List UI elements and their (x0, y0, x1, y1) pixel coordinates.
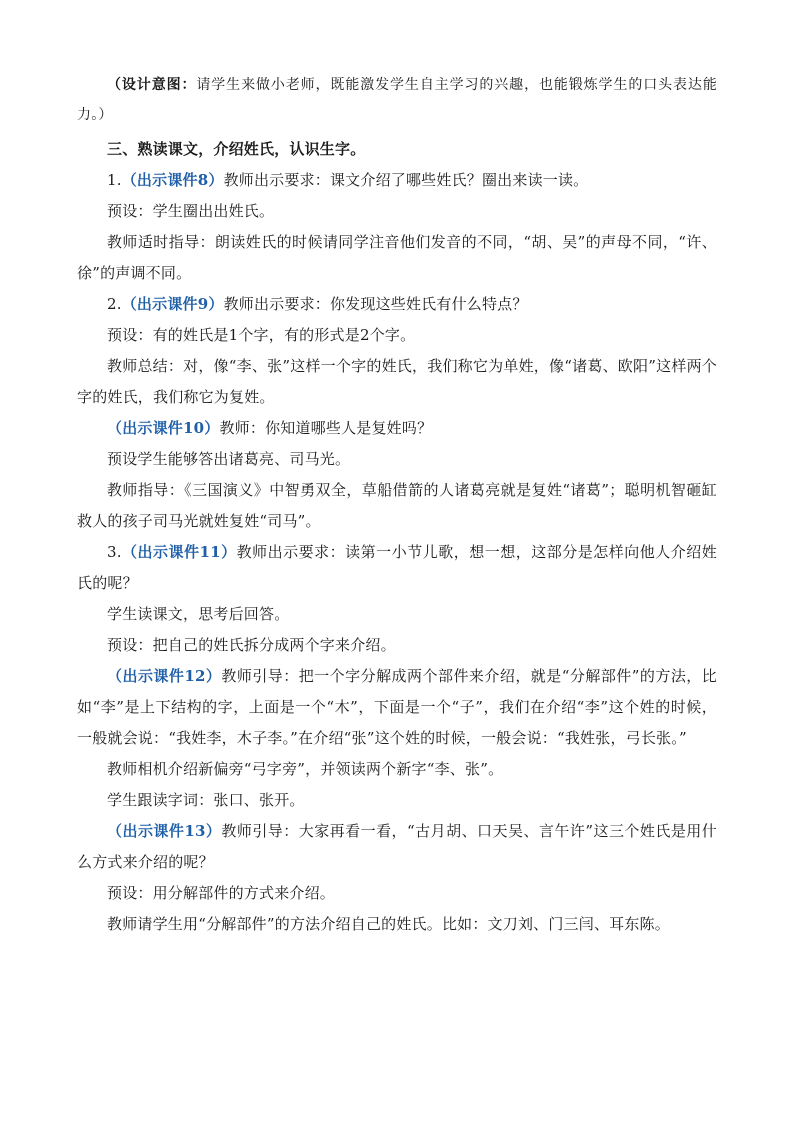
item-number: 2. (107, 295, 122, 313)
paragraph (77, 599, 717, 630)
paragraph-text: 教师出示要求：读第一小节儿歌，想一想，这部分是怎样向他人介绍姓氏的呢？ (77, 543, 717, 592)
paragraph-text: 教师指导：《三国演义》中智勇双全，草船借箭的人诸葛亮就是复姓“诸葛”；聪明机智砸缸救人的孩子司马光就姓复姓“司马”。 (77, 481, 717, 530)
paragraph-text: 预设：学生圈出出姓氏。 (107, 202, 275, 220)
paragraph (77, 444, 717, 475)
document-body (77, 70, 717, 940)
paragraph-text: 教师请学生用“分解部件”的方法介绍自己的姓氏。比如：文刀刘、门三闫、耳东陈。 (107, 915, 670, 933)
paragraph (77, 475, 717, 537)
paragraph (77, 165, 717, 196)
design-intent-text: 请学生来做小老师，既能激发学生自主学习的兴趣，也能锻炼学生的口头表达能力。 (77, 77, 718, 123)
paragraph-text: 教师出示要求：课文介绍了哪些姓氏？圈出来读一读。 (223, 171, 589, 189)
paragraph-text: 教师总结：对，像“李、张”这样一个字的姓氏，我们称它为单姓，像“诸葛、欧阳”这样两个字的姓氏，我们称它为复姓。 (77, 357, 717, 406)
courseware-tag: （出示课件8） (121, 171, 224, 189)
paragraph (77, 661, 717, 754)
paragraph (77, 909, 717, 940)
paragraph-text: 教师引导：把一个字分解成两个部件来介绍，就是“分解部件”的方法，比如“李”是上下结构的字，上面是一个“木”，下面是一个“子”，我们在介绍“李”这个姓的时候，一般就会说：“我姓李，木子李。”在介绍“张”这个姓的时候，一般会说：“我姓张，弓长张。” (77, 667, 717, 747)
paragraph (77, 878, 717, 909)
paragraph-text: 学生跟读字词：张口、张开。 (107, 791, 305, 809)
paragraph-text: 教师：你知道哪些人是复姓吗？ (219, 419, 433, 437)
paragraph (77, 196, 717, 227)
courseware-tag: （出示课件13） (107, 822, 222, 840)
item-number: 3. (107, 543, 122, 561)
paragraph-text: 教师出示要求：你发现这些姓氏有什么特点？ (223, 295, 528, 313)
paragraph (77, 413, 717, 444)
courseware-tag: （出示课件12） (107, 667, 222, 685)
paragraph (77, 537, 717, 599)
paragraph-text: 教师适时指导：朗读姓氏的时候请同学注音他们发音的不同，“胡、吴”的声母不同，“许、徐”的声调不同。 (77, 233, 717, 282)
paragraph (77, 289, 717, 320)
paragraph-text: 教师相机介绍新偏旁“弓字旁”，并领读两个新字“李、张”。 (107, 760, 504, 778)
paragraph (77, 630, 717, 661)
design-intent-note (77, 70, 717, 130)
paragraph (77, 320, 717, 351)
item-number: 1. (107, 171, 122, 189)
section-title: 三、熟读课文，介绍姓氏，认识生字。 (107, 140, 366, 158)
paragraph-text: 预设：把自己的姓氏拆分成两个字来介绍。 (107, 636, 396, 654)
paragraph (77, 785, 717, 816)
paragraph (77, 227, 717, 289)
design-note-close: ） (98, 107, 113, 123)
paragraph-text: 预设：用分解部件的方式来介绍。 (107, 884, 336, 902)
courseware-tag: （出示课件9） (121, 295, 224, 313)
paragraph-text: 学生读课文，思考后回答。 (107, 605, 290, 623)
paragraph (77, 816, 717, 878)
paragraph (77, 351, 717, 413)
courseware-tag: （出示课件10） (107, 419, 220, 437)
design-note-open: （ (107, 77, 122, 93)
design-intent-label: 设计意图： (121, 77, 197, 93)
paragraph-text: 预设学生能够答出诸葛亮、司马光。 (107, 450, 351, 468)
paragraph-text: 教师引导：大家再看一看，“古月胡、口天吴、言午许”这三个姓氏是用什么方式来介绍的呢？ (77, 822, 717, 871)
courseware-tag: （出示课件11） (121, 543, 237, 561)
paragraph (77, 754, 717, 785)
paragraph-text: 预设：有的姓氏是1个字，有的形式是2个字。 (107, 326, 416, 344)
